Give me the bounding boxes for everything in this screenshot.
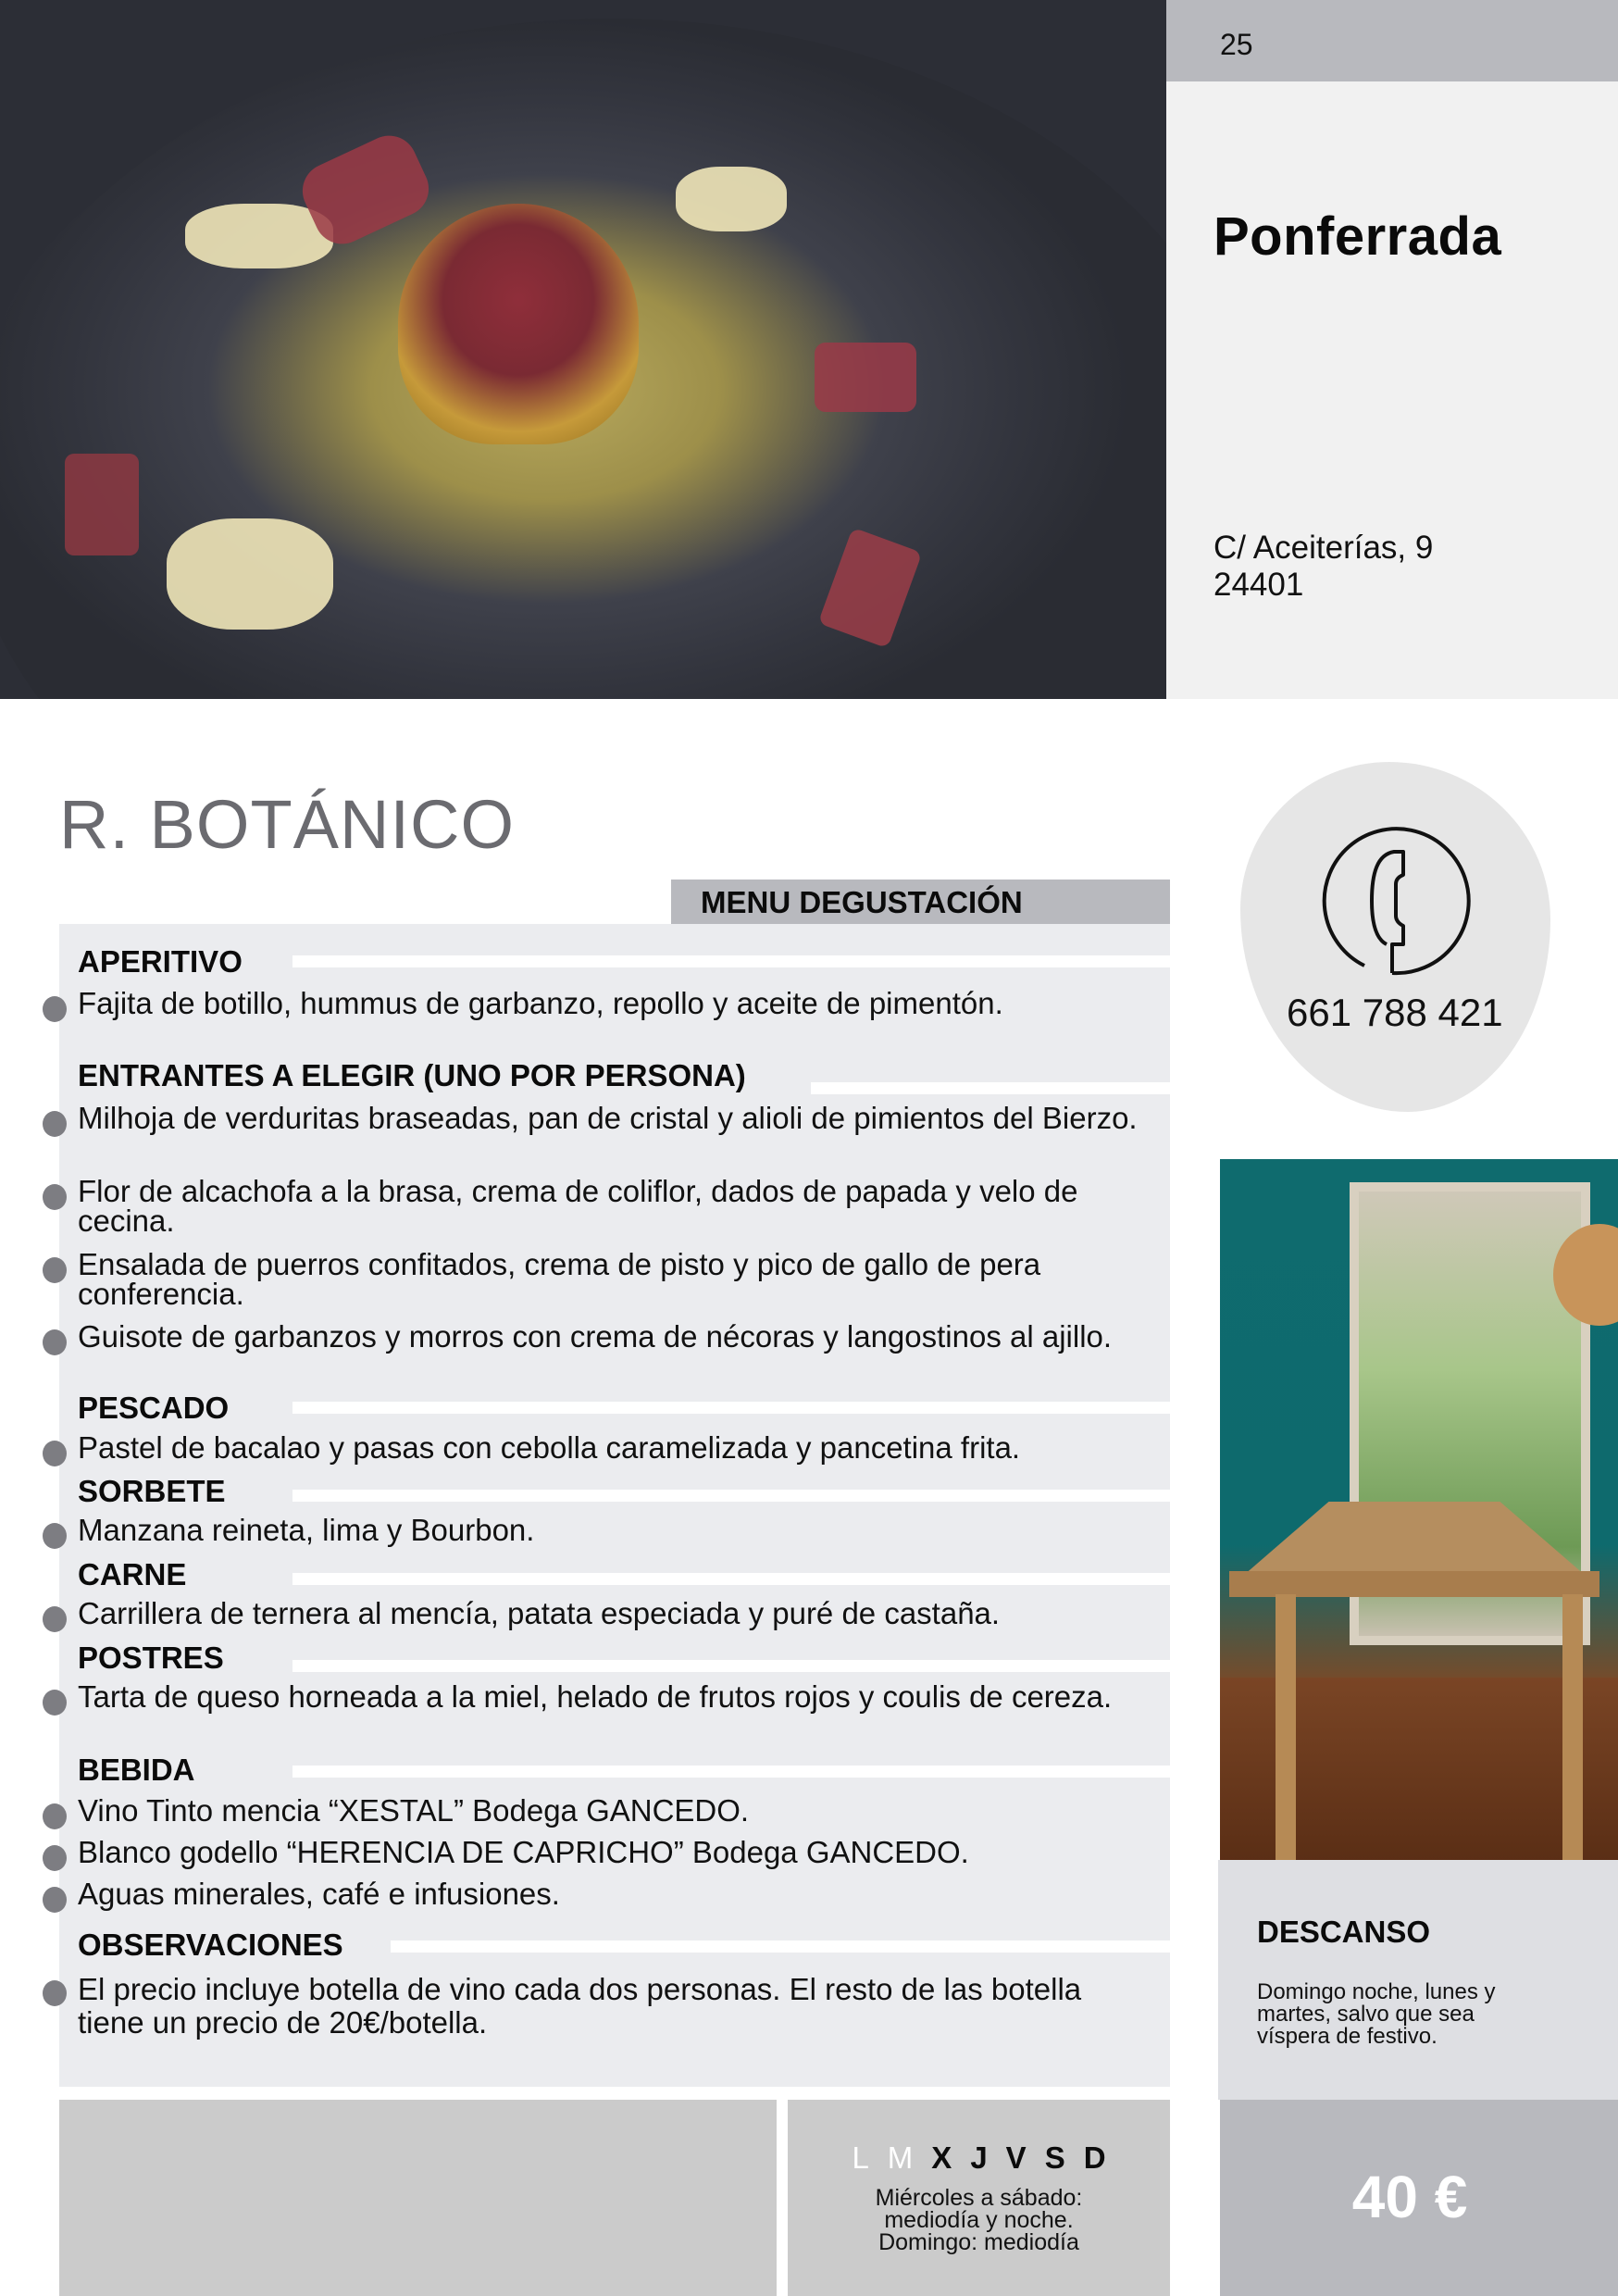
menu-box — [59, 924, 1170, 2087]
menu-item: Flor de alcachofa a la brasa, crema de coliflor, dados de papada y velo de cecina. — [78, 1177, 1151, 1236]
menu-item: Ensalada de puerros confitados, crema de pisto y pico de gallo de pera conferencia. — [78, 1250, 1151, 1309]
schedule-line: mediodía y noche. — [884, 2207, 1074, 2233]
bullet-icon — [43, 1845, 67, 1871]
restaurant-name: R. BOTÁNICO — [59, 786, 516, 863]
day-sabado: S — [1044, 2140, 1065, 2175]
page-number: 25 — [1220, 28, 1253, 61]
schedule-line: Miércoles a sábado: — [875, 2185, 1083, 2211]
bullet-icon — [43, 1441, 67, 1466]
phone-icon — [1320, 827, 1473, 980]
address — [1214, 530, 1433, 604]
menu-item: Fajita de botillo, hummus de garbanzo, repollo y aceite de pimentón. — [78, 989, 1151, 1018]
address-street: C/ Aceiterías, 9 — [1214, 530, 1434, 566]
section-heading: BEBIDA — [78, 1753, 195, 1787]
photo-detail — [1562, 1594, 1583, 1861]
bullet-icon — [43, 1111, 67, 1137]
hero-food-photo — [0, 0, 1166, 699]
section-rule — [811, 1082, 1170, 1094]
section-rule — [292, 1402, 1170, 1414]
bullet-icon — [43, 1690, 67, 1716]
photo-detail — [676, 167, 787, 231]
photo-detail — [815, 343, 916, 412]
menu-item: Pastel de bacalao y pasas con cebolla caramelizada y pancetina frita. — [78, 1433, 1151, 1463]
interior-photo — [1220, 1159, 1618, 1861]
menu-item: Aguas minerales, café e infusiones. — [78, 1879, 1151, 1909]
day-lunes: L — [852, 2140, 869, 2175]
city-name: Ponferrada — [1214, 206, 1502, 267]
section-heading: CARNE — [78, 1557, 187, 1591]
section-rule — [391, 1940, 1170, 1953]
section-heading: SORBETE — [78, 1474, 226, 1508]
menu-item: El precio incluye botella de vino cada dos personas. El resto de las botella tiene un precio de 20€/botella. — [78, 1973, 1124, 2040]
phone-number[interactable]: 661 788 421 — [1287, 991, 1503, 1034]
weekdays-row — [788, 2140, 1170, 2176]
menu-item: Milhoja de verduritas braseadas, pan de cristal y alioli de pimientos del Bierzo. — [78, 1104, 1151, 1133]
section-rule — [292, 1766, 1170, 1778]
section-heading: OBSERVACIONES — [78, 1928, 343, 1962]
section-rule — [292, 1573, 1170, 1585]
photo-detail — [1276, 1594, 1296, 1861]
section-heading: ENTRANTES A ELEGIR (UNO POR PERSONA) — [78, 1058, 746, 1092]
bullet-icon — [43, 1803, 67, 1829]
menu-item: Manzana reineta, lima y Bourbon. — [78, 1516, 1151, 1545]
price: 40 € — [1351, 2164, 1468, 2230]
address-postcode: 24401 — [1214, 567, 1304, 603]
menu-tab-label: MENU DEGUSTACIÓN — [701, 885, 1023, 919]
menu-item: Blanco godello “HERENCIA DE CAPRICHO” Bodega GANCEDO. — [78, 1838, 1151, 1867]
day-jueves: J — [970, 2140, 988, 2175]
bullet-icon — [43, 1257, 67, 1283]
menu-item: Tarta de queso horneada a la miel, helado de frutos rojos y coulis de cereza. — [78, 1682, 1151, 1712]
photo-detail — [65, 454, 139, 555]
descanso-text: Domingo noche, lunes y martes, salvo que sea víspera de festivo. — [1257, 1979, 1496, 2049]
bullet-icon — [43, 1523, 67, 1549]
section-rule — [292, 1490, 1170, 1502]
day-viernes: V — [1005, 2140, 1027, 2175]
section-heading: PESCADO — [78, 1391, 230, 1425]
bullet-icon — [43, 1329, 67, 1355]
bullet-icon — [43, 1887, 67, 1913]
photo-detail — [167, 518, 333, 630]
descanso-title: DESCANSO — [1257, 1915, 1431, 1949]
bullet-icon — [43, 1606, 67, 1632]
photo-detail — [1229, 1571, 1599, 1597]
section-rule — [292, 955, 1170, 967]
schedule-line: Domingo: mediodía — [878, 2229, 1079, 2255]
bottom-blank-panel — [59, 2100, 777, 2296]
photo-detail — [398, 204, 639, 444]
day-martes: M — [887, 2140, 914, 2175]
bullet-icon — [43, 996, 67, 1022]
day-domingo: D — [1083, 2140, 1106, 2175]
section-heading: POSTRES — [78, 1641, 224, 1675]
menu-item: Guisote de garbanzos y morros con crema de nécoras y langostinos al ajillo. — [78, 1322, 1151, 1352]
bullet-icon — [43, 1184, 67, 1210]
schedule-text — [788, 2187, 1170, 2253]
bullet-icon — [43, 1980, 67, 2006]
section-heading: APERITIVO — [78, 944, 243, 979]
menu-item: Carrillera de ternera al mencía, patata especiada y puré de castaña. — [78, 1599, 1151, 1628]
menu-item: Vino Tinto mencia “XESTAL” Bodega GANCEDO. — [78, 1796, 1151, 1826]
day-miercoles: X — [931, 2140, 952, 2175]
section-rule — [292, 1660, 1170, 1672]
